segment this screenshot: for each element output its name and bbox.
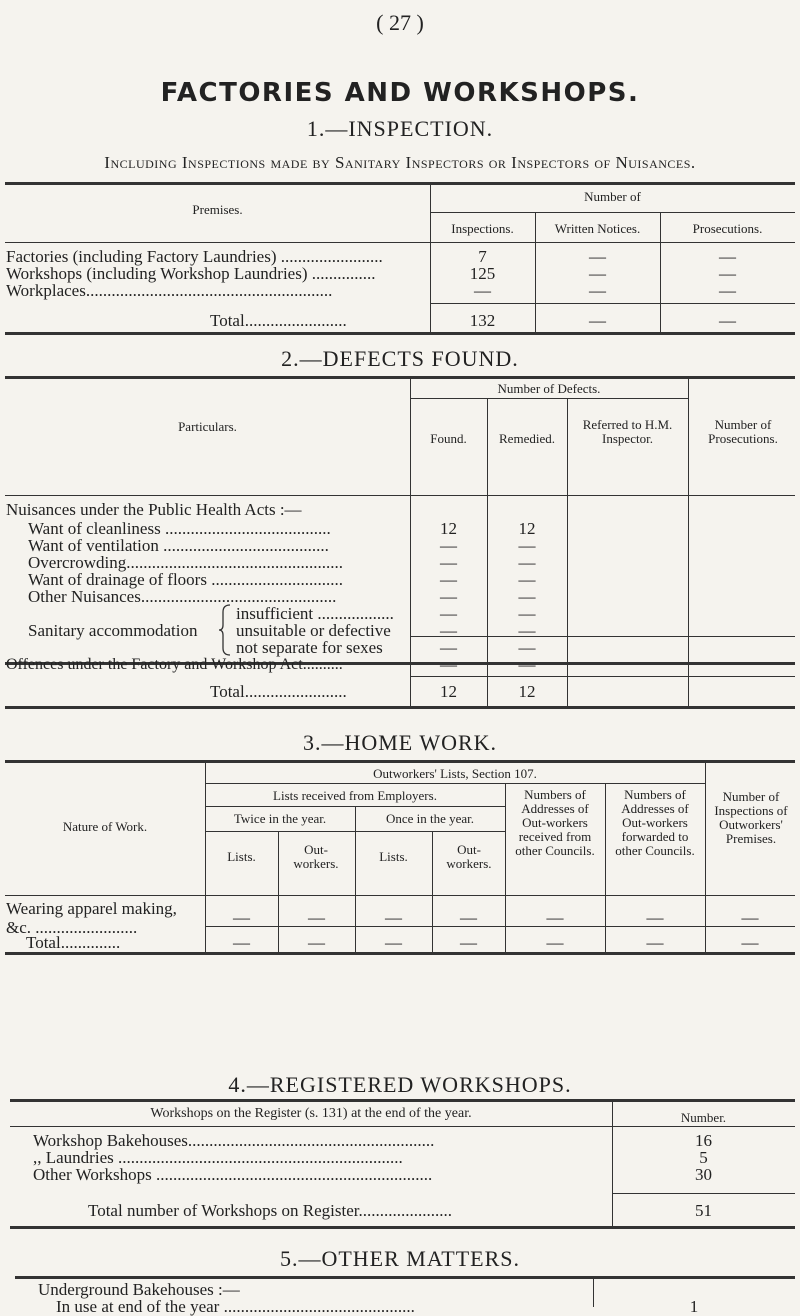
col-forwarded-to-councils: Numbers of Addresses of Out-workers forwarded to other Councils.	[615, 787, 695, 858]
row-workshops: Workshops (including Workshop Laundries) ...............	[6, 264, 376, 283]
cell-not-separate-remedied: —	[518, 638, 536, 657]
row-wearing-apparel: Wearing apparel making, &c. ........................	[6, 899, 177, 937]
cell-factories-inspections: 7	[478, 247, 487, 266]
row-homework-total: Total..............	[26, 933, 121, 952]
cell-in-use-value: 1	[689, 1297, 699, 1316]
row-sanitary-not-separate: not separate for sexes	[236, 638, 383, 657]
cell-bakehouses-number: 16	[695, 1131, 712, 1150]
col-once-outworkers: Out-workers.	[446, 842, 492, 871]
cell-ventilation-found: —	[440, 536, 457, 555]
col-number-of-defects: Number of Defects.	[497, 381, 601, 396]
cell-unsuitable-remedied: —	[518, 621, 536, 640]
cell-not-separate-found: —	[440, 638, 457, 657]
row-sanitary-label: Sanitary accommodation	[28, 621, 198, 640]
page-title: FACTORIES AND WORKSHOPS.	[160, 78, 640, 108]
col-referred: Referred to H.M. Inspector.	[582, 417, 673, 446]
row-want-drainage: Want of drainage of floors ...............................	[28, 570, 343, 589]
col-lists-received: Lists received from Employers.	[273, 788, 437, 803]
cell-cleanliness-remedied: 12	[518, 519, 536, 538]
cell-apparel-once-outworkers: —	[460, 908, 477, 927]
row-sanitary-unsuitable: unsuitable or defective	[236, 621, 391, 640]
row-other-nuisances: Other Nuisances..............................................	[28, 587, 337, 606]
row-defects-total: Total........................	[210, 682, 347, 701]
row-underground-bakehouses: Underground Bakehouses :—	[38, 1280, 240, 1299]
col-nature-of-work: Nature of Work.	[62, 819, 148, 834]
cell-factories-notices: —	[589, 247, 606, 266]
cell-offences-remedied: —	[518, 655, 536, 674]
col-number-of: Number of	[584, 189, 641, 204]
row-other-workshops: Other Workshops .................................................................	[33, 1165, 433, 1184]
cell-ventilation-remedied: —	[518, 536, 536, 555]
row-workplaces: Workplaces..........................................................	[6, 281, 333, 300]
row-factories: Factories (including Factory Laundries) ........................	[6, 247, 383, 266]
col-outworkers-lists: Outworkers' Lists, Section 107.	[373, 766, 537, 781]
row-offences: Offences under the Factory and Workshop Act..........	[6, 656, 343, 673]
col-premises: Premises.	[192, 202, 243, 217]
cell-total-notices: —	[589, 311, 606, 330]
cell-total-inspections: —	[741, 933, 759, 952]
cell-total-workshops-number: 51	[695, 1201, 712, 1220]
row-in-use: In use at end of the year .............................................	[56, 1297, 415, 1316]
col-twice-in-year: Twice in the year.	[233, 811, 327, 826]
cell-total-once-lists: —	[385, 933, 402, 952]
cell-apparel-once-lists: —	[385, 908, 402, 927]
col-number: Number.	[680, 1110, 727, 1125]
cell-overcrowding-remedied: —	[518, 553, 536, 572]
cell-laundries-number: 5	[699, 1148, 708, 1167]
cell-total-received: —	[546, 933, 564, 952]
cell-workshops-notices: —	[589, 264, 606, 283]
cell-apparel-twice-outworkers: —	[308, 908, 325, 927]
col-remedied: Remedied.	[499, 431, 555, 446]
cell-defects-total-remedied: 12	[518, 682, 536, 701]
cell-overcrowding-found: —	[440, 553, 457, 572]
col-number-prosecutions: Number of Prosecutions.	[708, 417, 778, 446]
cell-other-remedied: —	[518, 587, 536, 606]
cell-workshops-prosecutions: —	[719, 264, 736, 283]
cell-workplaces-inspections: —	[474, 281, 491, 300]
cell-apparel-inspections: —	[741, 908, 759, 927]
cell-total-inspections: 132	[469, 311, 496, 330]
cell-insufficient-found: —	[440, 604, 457, 623]
cell-total-once-outworkers: —	[460, 933, 477, 952]
row-total-label: Total........................	[210, 311, 347, 330]
col-workshops-on-register: Workshops on the Register (s. 131) at the end of the year.	[150, 1106, 472, 1121]
row-want-ventilation: Want of ventilation .......................................	[28, 536, 329, 555]
col-once-in-year: Once in the year.	[385, 811, 475, 826]
section-5-heading: 5.—OTHER MATTERS.	[279, 1246, 521, 1271]
section-1-subtitle: Including Inspections made by Sanitary Inspectors or Inspectors of Nuisances.	[104, 153, 696, 172]
col-once-lists: Lists.	[379, 849, 408, 864]
row-want-cleanliness: Want of cleanliness .......................................	[28, 519, 331, 538]
cell-drainage-found: —	[440, 570, 457, 589]
page-number: ( 27 )	[376, 10, 424, 35]
cell-total-twice-outworkers: —	[308, 933, 325, 952]
col-number-inspections: Number of Inspections of Outworkers' Premises.	[714, 789, 788, 846]
section-1-heading: 1.—INSPECTION.	[306, 116, 494, 141]
cell-workshops-inspections: 125	[469, 264, 496, 283]
brace-icon	[218, 603, 232, 657]
col-twice-lists: Lists.	[227, 849, 256, 864]
cell-other-found: —	[440, 587, 457, 606]
row-total-workshops: Total number of Workshops on Register......................	[88, 1201, 453, 1220]
row-nuisances-heading: Nuisances under the Public Health Acts :—	[6, 500, 302, 519]
col-found: Found.	[430, 431, 467, 446]
col-written-notices: Written Notices.	[554, 221, 641, 236]
section-3-heading: 3.—HOME WORK.	[302, 730, 498, 755]
cell-defects-total-found: 12	[440, 682, 457, 701]
cell-workplaces-prosecutions: —	[719, 281, 736, 300]
row-overcrowding: Overcrowding...................................................	[28, 553, 343, 572]
cell-unsuitable-found: —	[440, 621, 457, 640]
cell-apparel-received: —	[546, 908, 564, 927]
col-inspections: Inspections.	[451, 221, 514, 236]
cell-total-prosecutions: —	[719, 311, 736, 330]
cell-apparel-twice-lists: —	[233, 908, 250, 927]
cell-insufficient-remedied: —	[518, 604, 536, 623]
row-sanitary-insufficient: insufficient ..................	[236, 604, 394, 623]
cell-total-twice-lists: —	[233, 933, 250, 952]
cell-cleanliness-found: 12	[440, 519, 457, 538]
cell-workplaces-notices: —	[589, 281, 606, 300]
cell-offences-found: —	[440, 655, 457, 674]
cell-factories-prosecutions: —	[719, 247, 736, 266]
section-2-heading: 2.—DEFECTS FOUND.	[281, 346, 519, 371]
cell-other-workshops-number: 30	[695, 1165, 712, 1184]
col-prosecutions: Prosecutions.	[692, 221, 763, 236]
col-twice-outworkers: Out-workers.	[293, 842, 339, 871]
row-workshop-bakehouses: Workshop Bakehouses..........................................................	[33, 1131, 435, 1150]
row-laundries: ,, Laundries ...................................................................	[33, 1148, 403, 1167]
section-4-heading: 4.—REGISTERED WORKSHOPS.	[228, 1072, 572, 1097]
cell-total-forwarded: —	[646, 933, 664, 952]
col-particulars: Particulars.	[178, 419, 237, 434]
cell-apparel-forwarded: —	[646, 908, 664, 927]
col-received-from-councils: Numbers of Addresses of Out-workers received from other Councils.	[515, 787, 595, 858]
cell-drainage-remedied: —	[518, 570, 536, 589]
